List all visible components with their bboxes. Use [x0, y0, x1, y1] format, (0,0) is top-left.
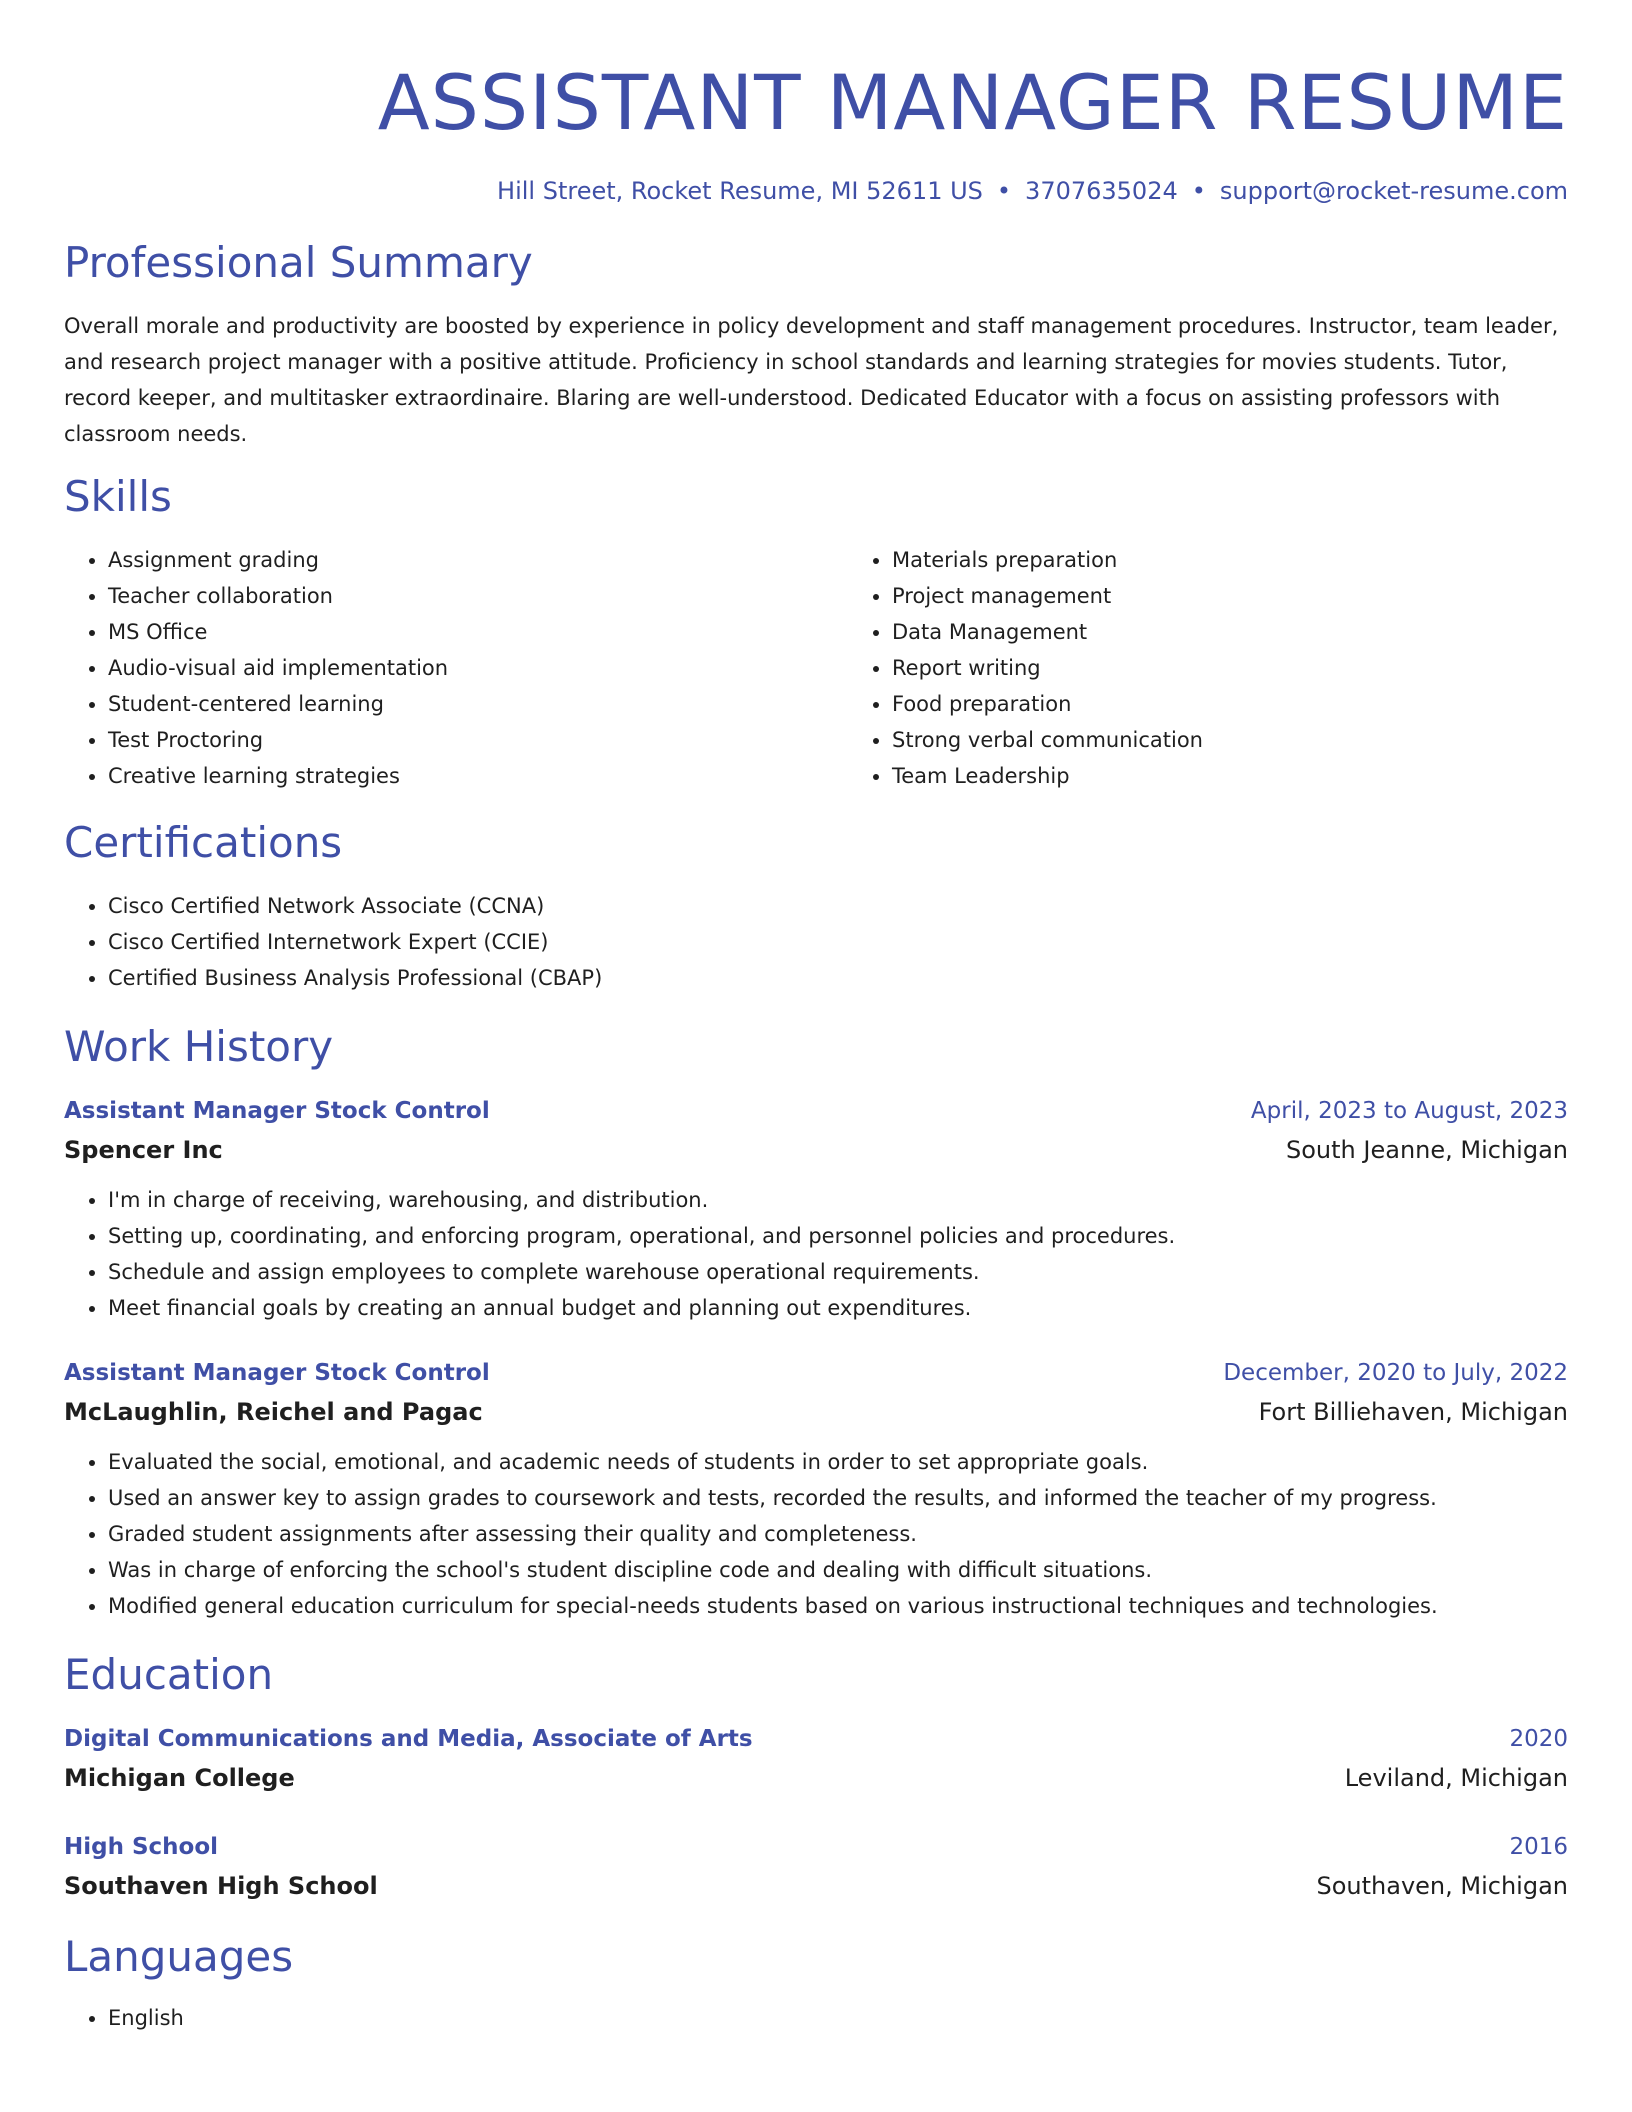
education-section [64, 1650, 1568, 1906]
job-bullet: • Meet financial goals by creating an annual budget and planning out expenditures. [108, 1290, 1568, 1326]
skills-section [64, 472, 1568, 794]
work-history-heading: Work History [64, 1022, 334, 1071]
education-heading: Education [64, 1650, 274, 1699]
skill-item: • Project management [892, 578, 1632, 614]
skill-item: • Strong verbal communication [892, 722, 1632, 758]
education-entry [64, 1828, 1568, 1906]
skill-item: • Materials preparation [892, 542, 1632, 578]
contact-separator: • [996, 177, 1012, 205]
skill-item: • Test Proctoring [108, 722, 848, 758]
education-year: 2016 [1509, 1834, 1568, 1860]
job-entry [64, 1092, 1568, 1326]
skill-item: • Food preparation [892, 686, 1632, 722]
job-bullet: • Used an answer key to assign grades to coursework and tests, recorded the results, and informed the teacher of my progress. [108, 1480, 1568, 1516]
languages-list [64, 2000, 1568, 2036]
job-bullet: • Graded student assignments after assessing their quality and completeness. [108, 1516, 1568, 1552]
certifications-section [64, 818, 1568, 996]
contact-email[interactable]: support@rocket-resume.com [1219, 177, 1568, 205]
job-location: Fort Billiehaven, Michigan [1258, 1398, 1568, 1426]
certification-item: • Certified Business Analysis Professional (CBAP) [108, 960, 1568, 996]
skill-item: • MS Office [108, 614, 848, 650]
education-degree: High School [64, 1834, 219, 1860]
skill-item: • Team Leadership [892, 758, 1632, 794]
skill-item: • Student-centered learning [108, 686, 848, 722]
skill-item: • Data Management [892, 614, 1632, 650]
resume-title: ASSISTANT MANAGER RESUME [377, 58, 1568, 147]
job-dates: April, 2023 to August, 2023 [1250, 1098, 1568, 1124]
languages-section [64, 1932, 1568, 2036]
job-dates: December, 2020 to July, 2022 [1223, 1360, 1568, 1386]
education-year: 2020 [1509, 1726, 1568, 1752]
certifications-heading: Certifications [64, 818, 343, 867]
certification-item: • Cisco Certified Network Associate (CCNA) [108, 888, 1568, 924]
job-bullets [64, 1182, 1568, 1326]
education-location: Leviland, Michigan [1344, 1764, 1568, 1792]
job-bullet: • I'm in charge of receiving, warehousing, and distribution. [108, 1182, 1568, 1218]
job-bullet: • Was in charge of enforcing the school's student discipline code and dealing with difficult situations. [108, 1552, 1568, 1588]
job-bullets [64, 1444, 1568, 1624]
summary-section [64, 238, 1568, 452]
job-entry [64, 1354, 1568, 1624]
education-school: Michigan College [64, 1764, 295, 1792]
skill-item: • Audio-visual aid implementation [108, 650, 848, 686]
language-item: • English [108, 2000, 1568, 2036]
job-bullet: • Schedule and assign employees to complete warehouse operational requirements. [108, 1254, 1568, 1290]
summary-heading: Professional Summary [64, 238, 533, 287]
job-location: South Jeanne, Michigan [1286, 1136, 1568, 1164]
skill-item: • Creative learning strategies [108, 758, 848, 794]
skills-heading: Skills [64, 472, 172, 521]
contact-address: Hill Street, Rocket Resume, MI 52611 US [497, 177, 983, 205]
education-entry [64, 1720, 1568, 1798]
contact-phone: 3707635024 [1025, 177, 1178, 205]
education-school: Southaven High School [64, 1872, 378, 1900]
education-degree: Digital Communications and Media, Associate of Arts [64, 1726, 753, 1752]
job-company: Spencer Inc [64, 1136, 223, 1164]
education-location: Southaven, Michigan [1316, 1872, 1568, 1900]
work-history-section [64, 1022, 1568, 1624]
job-bullet: • Setting up, coordinating, and enforcing program, operational, and personnel policies and procedures. [108, 1218, 1568, 1254]
languages-heading: Languages [64, 1932, 294, 1981]
certification-item: • Cisco Certified Internetwork Expert (CCIE) [108, 924, 1568, 960]
skills-list-right [848, 542, 1632, 794]
skill-item: • Teacher collaboration [108, 578, 848, 614]
skill-item: • Report writing [892, 650, 1632, 686]
skills-list-left [64, 542, 848, 794]
job-bullet: • Evaluated the social, emotional, and academic needs of students in order to set appropriate goals. [108, 1444, 1568, 1480]
skill-item: • Assignment grading [108, 542, 848, 578]
job-company: McLaughlin, Reichel and Pagac [64, 1398, 483, 1426]
certifications-list [64, 888, 1568, 996]
summary-text: Overall morale and productivity are boosted by experience in policy development and staff management procedures. Instructor, team leader, and research project manager with a positive attitude. Proficiency in school standards and learning strategies for movies students. Tutor, record keeper, and multitasker extraordinaire. Blaring are well-understood. Dedicated Educator with a focus on assisting professors with classroom needs. [64, 314, 1559, 446]
job-bullet: • Modified general education curriculum for special-needs students based on various instructional techniques and technologies. [108, 1588, 1568, 1624]
contact-separator: • [1191, 177, 1206, 205]
job-title: Assistant Manager Stock Control [64, 1360, 490, 1386]
job-title: Assistant Manager Stock Control [64, 1098, 490, 1124]
contact-line [64, 174, 1568, 208]
